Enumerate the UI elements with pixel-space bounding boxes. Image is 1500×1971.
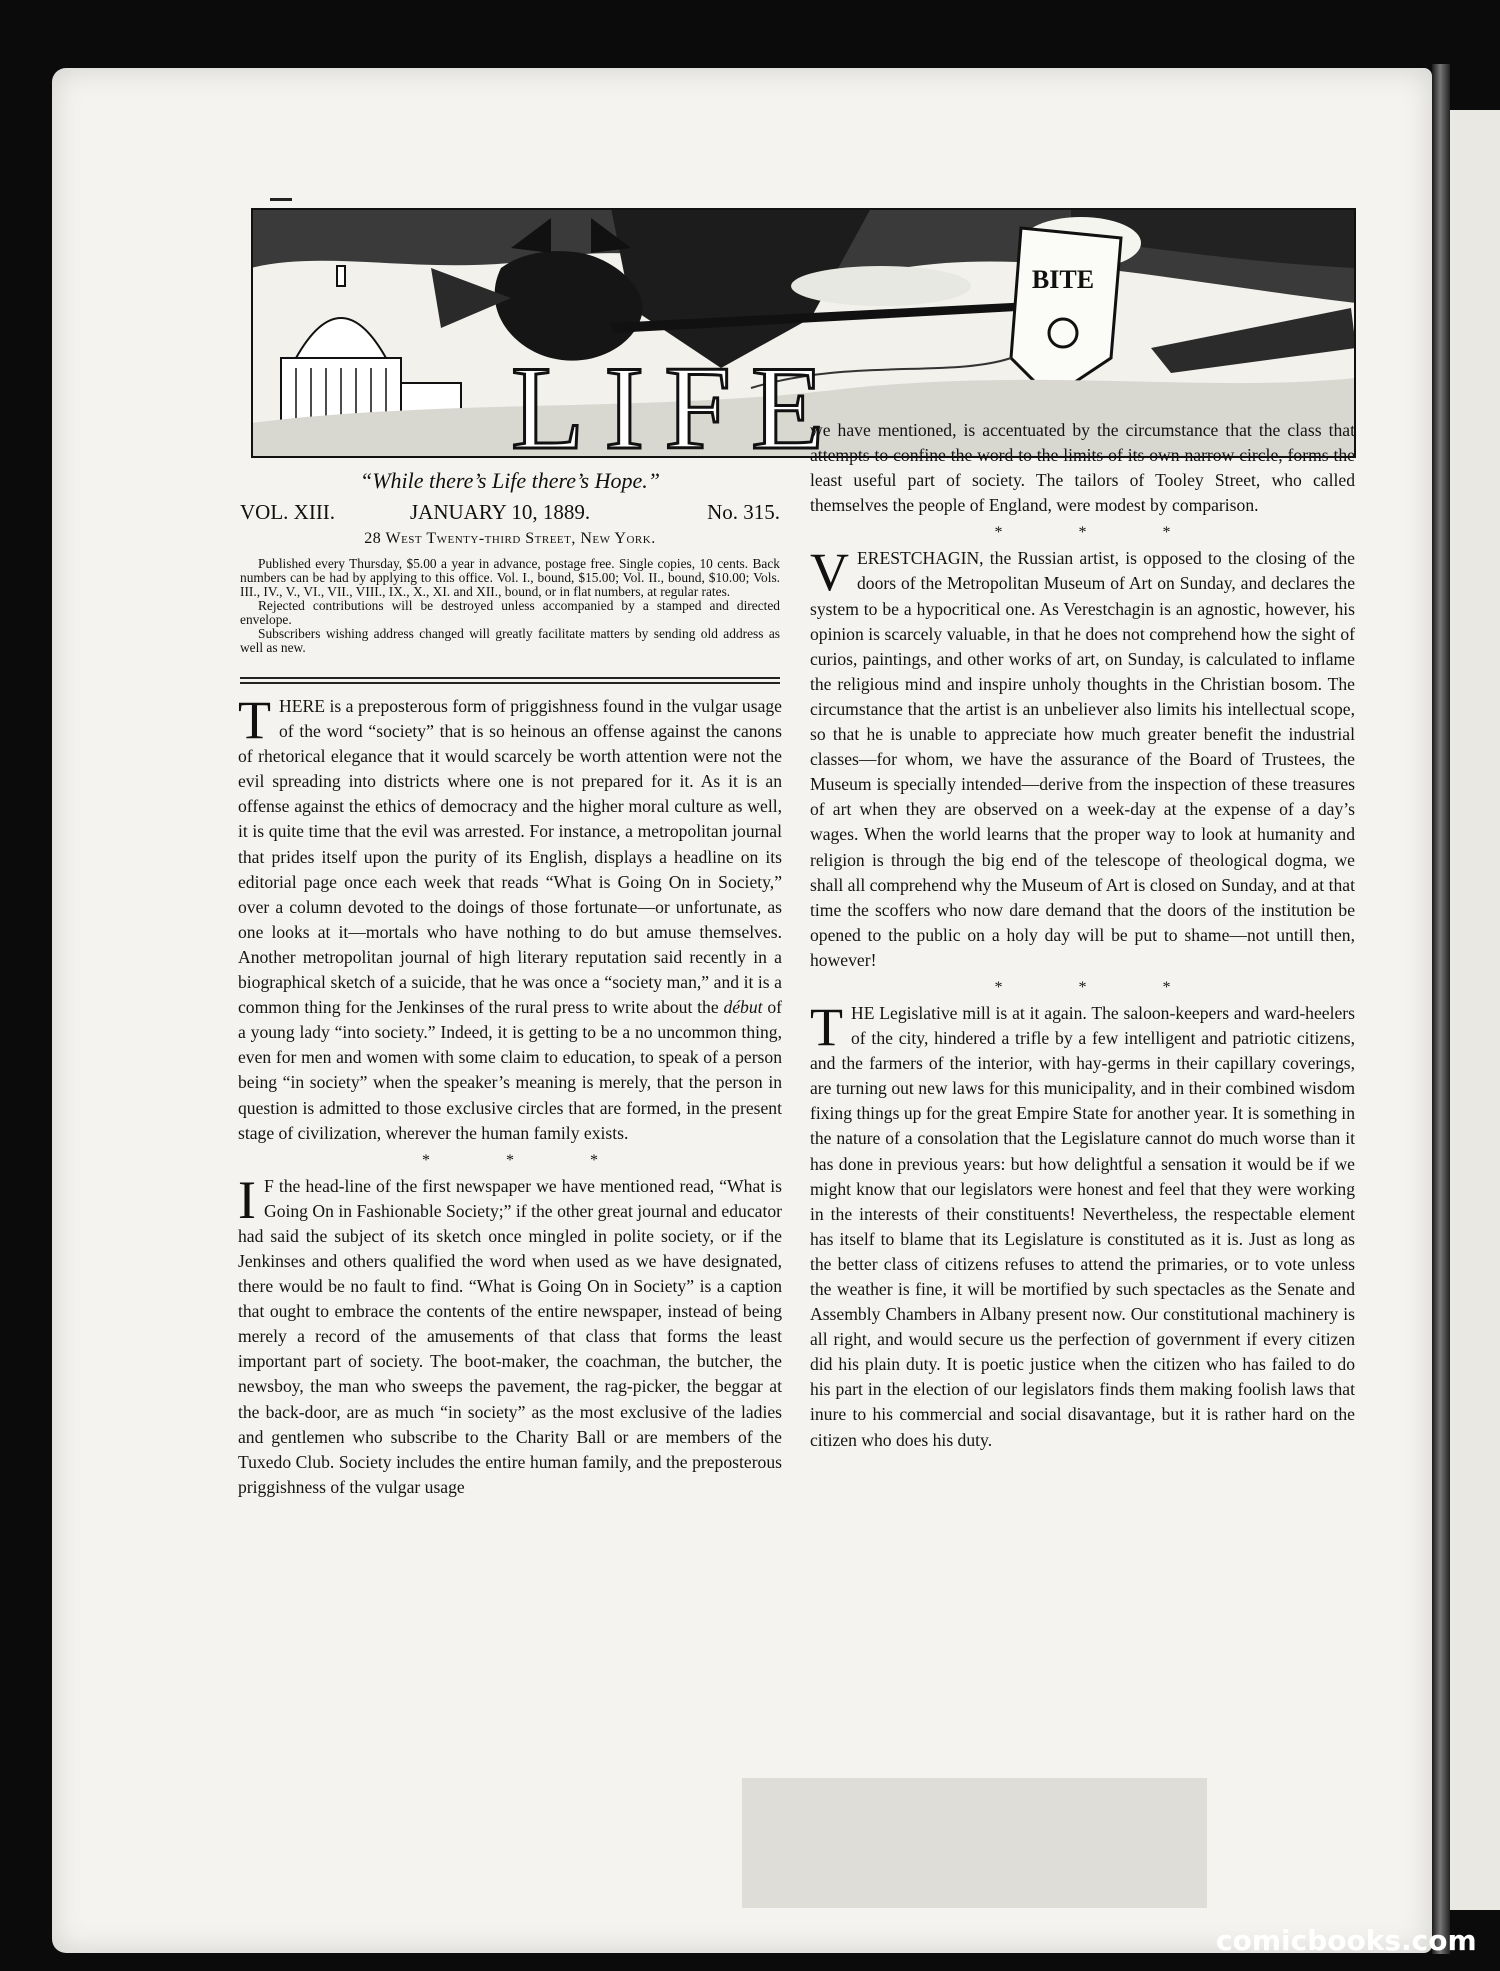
life-title: LIFE: [511, 341, 845, 458]
section-separator: * * *: [422, 1151, 634, 1169]
adjacent-page-edge: [1450, 110, 1500, 1910]
motto: “While there’s Life there’s Hope.”: [359, 468, 661, 493]
left-column: [238, 690, 782, 1500]
issue-line: [240, 500, 780, 530]
editorial-headline: I F the head-line of the first newspaper we have mentioned read, “What is Going On in Fashionable Society;” if the other great journal and educator had said the subject of its sketch once mingled in polite society, or if the Jenkinses and others qualified the word when used as we have designated, there would be no fault to find. “What is Going On in Society” is a caption that ought to embrace the contents of the entire newspaper, instead of being merely a record of the amusements of that class that forms the least important part of society. The boot-maker, the coachman, the butcher, the newsboy, the man who sweeps the pavement, the rag-picker, the beggar at the back-door, are as much “in society” as the most exclusive of the ladies and gentlemen who subscribe to the Charity Ball or are members of the Tuxedo Club. Society includes the entire human family, and the preposterous priggishness of the vulgar usage: [238, 1169, 782, 1497]
editorial-legislature: THE Legislative mill is at it again. The saloon-keepers and ward-heelers of the city, hindered a trifle by a few intelligent and patriotic citizens, and the farmers of the interior, with hay-germs in their capillary coverings, are turning out new laws for this municipality, and in their combined wisdom fixing things up for the great Empire State for another year. It is something in the nature of a consolation that the Legislature cannot do much worse than it has done in previous years: but how delightful a sensation it would be if we might know that our legislators were honest and feel that they were working in the interests of their constituents! Nevertheless, the respectable element has itself to blame that its Legislature is constituted as it is. Just as long as the better class of citizens refuses to attend the primaries, or to vote unless the weather is fine, it will be mortified by such spectacles as the Senate and Assembly Chambers in Albany present now. Our constitutional machinery is all right, and would secure us the perfection of government if every citizen did his plain duty. It is poetic justice when the citizen who has failed to do his part in the election of our legislators finds them making foolish laws that inure to his commercial and social disavantage, but it is rather hard on the citizen who does his duty.: [810, 996, 1355, 1450]
office-address: 28 West Twenty-third Street, New York.: [364, 530, 656, 547]
issue-number: No. 315.: [707, 500, 780, 524]
scan-mark: [270, 198, 292, 201]
drop-cap: T: [238, 690, 271, 750]
pub-terms: Published every Thursday, $5.00 a year in advance, postage free. Single copies, 10 cents. Back numbers can be had by applying to this office. Vol. I., bound, $15.00; Vol. II., bound, $10.00; Vols. III., IV., V., VI., VII., VIII., IX., X., XI. and XII., bound, or in flat numbers, at regular rates.: [240, 556, 780, 599]
shield-text: BITE: [1031, 265, 1095, 294]
editorial-continuation: we have mentioned, is accentuated by the circumstance that the class that attempts to confine the word to the limits of its own narrow circle, forms the least useful part of society. The tailors of Tooley Street, who called themselves the people of England, were modest by comparison.: [810, 420, 1355, 516]
section-separator: * * *: [994, 978, 1207, 996]
editorial-verestchagin: VERESTCHAGIN, the Russian artist, is opposed to the closing of the doors of the Metropolitan Museum of Art on Sunday, and declares the system to be a hypocritical one. As Verestchagin is an agnostic, however, his opinion is scarcely valuable, in that he does not comprehend how the sight of curios, paintings, and other works of art, on Sunday, is calculated to inflame the religious mind and inspire unholy thoughts in the Christian bosom. The circumstance that the artist is an unbeliever also limits his intellectual scope, so that he is unable to appreciate how much greater benefit the industrial classes—for whom, we have the assurance of the Board of Trustees, the Museum is specially intended—derive from the inspection of these treasures of art when they are observed on a week-day at the expense of a day’s wages. When the world learns that the proper way to look at humanity and religion is through the big end of the telescope of theological dogma, we shall all comprehend why the Museum of Art is closed on Sunday, and at that time the scoffers who now dare demand that the doors of the institution be opened to the public on a holy day will be put to shame—not untill then, however!: [810, 542, 1355, 970]
section-separator: * * *: [994, 524, 1207, 542]
double-rule-top: [240, 677, 780, 679]
italic-debut: début: [723, 997, 763, 1018]
right-column: [810, 418, 1355, 1453]
editorial-society: THERE is a preposterous form of priggishness found in the vulgar usage of the word “society” that is so heinous an offense against the canons of rhetorical elegance that it would scarcely be worth attention were not the evil spreading into districts where one is not prepared for it. As it is an offense against the ethics of democracy and the higher moral culture as well, it is quite time that the evil was arrested. For instance, a metropolitan journal that prides itself upon the purity of its English, displays a headline on its editorial page once each week that reads “What is Going On in Society,” over a column devoted to the doings of those fortunate—or unfortunate, as one looks at it—mortals who have nothing to do but amuse themselves. Another metropolitan journal of high literary reputation said recently in a biographical sketch of a suicide, that he was once a “society man,” and it is a common thing for the Jenkinses of the rural press to write about the début of a young lady “into society.” Indeed, it is getting to be a no uncommon thing, even for men and women with some claim to education, to speak of a person being “in society” when the speaker’s meaning is merely, that the person in question is admitted to those exclusive circles that are formed, in the present stage of civilization, wherever the human family exists.: [238, 690, 782, 1143]
site-watermark: comicbooks.com: [1216, 1924, 1477, 1957]
issue-date: JANUARY 10, 1889.: [410, 500, 591, 524]
book-spine: [1432, 64, 1450, 1954]
drop-cap: T: [810, 996, 843, 1057]
publication-info: [240, 557, 780, 655]
paper-stain: [742, 1778, 1207, 1908]
pub-subscribers: Subscribers wishing address changed will greatly facilitate matters by sending old address as well as new.: [240, 626, 780, 655]
pub-contributions: Rejected contributions will be destroyed unless accompanied by a stamped and directed envelope.: [240, 598, 780, 627]
drop-cap: I: [238, 1169, 256, 1230]
drop-cap: V: [810, 542, 849, 603]
double-rule-bottom: [240, 682, 780, 684]
volume-label: VOL. XIII.: [240, 500, 336, 524]
